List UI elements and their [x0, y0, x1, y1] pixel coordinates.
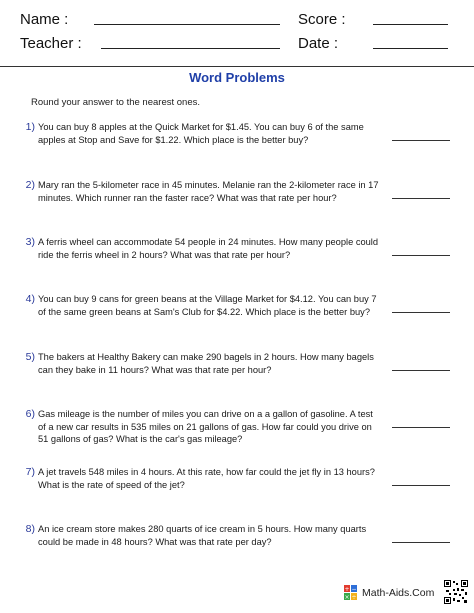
problem-item — [0, 236, 474, 286]
answer-line[interactable] — [392, 312, 450, 313]
score-label: Score : — [298, 11, 346, 28]
problem-number: 2) — [25, 179, 35, 191]
math-aids-logo-icon — [343, 584, 359, 602]
header-row-1 — [0, 10, 474, 32]
problem-number: 4) — [25, 293, 35, 305]
problem-text: Gas mileage is the number of miles you can drive on a a gallon of gasoline. A test of a new car results in 535 miles on 21 gallons of gas. How far could you drive on 51 gallons of gas? What is the car's gas mileage? — [38, 409, 373, 444]
problem-text: You can buy 8 apples at the Quick Market for $1.45. You can buy 6 of the same apples at Stop and Save for $1.22. Which place is the better buy? — [38, 122, 364, 145]
problem-text: An ice cream store makes 280 quarts of ice cream in 5 hours. How many quarts could be made in 48 hours? What was that rate per day? — [38, 524, 367, 547]
problem-number: 5) — [25, 351, 35, 363]
problem-text: A jet travels 548 miles in 4 hours. At this rate, how far could the jet fly in 13 hours? What is the rate of speed of the jet? — [38, 467, 375, 490]
svg-text:×: × — [344, 594, 350, 601]
answer-line[interactable] — [392, 370, 450, 371]
problem-item — [0, 523, 474, 573]
problem-number: 7) — [25, 466, 35, 478]
problem-item — [0, 293, 474, 343]
problem-number: 8) — [25, 523, 35, 535]
problem-text: Mary ran the 5-kilometer race in 45 minutes. Melanie ran the 2-kilometer race in 17 minutes. Which runner ran the faster race? What was that rate per hour? — [38, 180, 379, 203]
svg-text:+: + — [344, 586, 350, 593]
name-field[interactable] — [94, 24, 280, 25]
problem-number: 6) — [25, 408, 35, 420]
svg-text:−: − — [351, 586, 357, 593]
teacher-field[interactable] — [101, 48, 280, 49]
name-label: Name : — [20, 11, 69, 28]
problem-number: 3) — [25, 236, 35, 248]
answer-line[interactable] — [392, 427, 450, 428]
problem-text: You can buy 9 cans for green beans at the Village Market for $4.12. You can buy 7 of the same green beans at Sam's Club for $4.22. Which place is the better buy? — [38, 294, 377, 317]
answer-line[interactable] — [392, 542, 450, 543]
answer-line[interactable] — [392, 255, 450, 256]
header-row-2 — [0, 34, 474, 56]
problem-text: The bakers at Healthy Bakery can make 290 bagels in 2 hours. How many bagels can they bake in 11 hours? What was that rate per hour? — [38, 352, 374, 375]
problem-item — [0, 408, 474, 458]
problem-item — [0, 351, 474, 401]
problem-text: A ferris wheel can accommodate 54 people in 24 minutes. How many people could ride the ferris wheel in 2 hours? What was that rate per hour? — [38, 237, 379, 260]
instructions: Round your answer to the nearest ones. — [31, 97, 200, 108]
header-divider — [0, 66, 474, 67]
problem-item — [0, 179, 474, 229]
problem-number: 1) — [25, 121, 35, 133]
svg-text:÷: ÷ — [351, 594, 357, 601]
date-label: Date : — [298, 35, 339, 52]
qr-code-icon — [444, 580, 468, 604]
brand-text: Math-Aids.Com — [362, 587, 435, 599]
teacher-label: Teacher : — [20, 35, 82, 52]
answer-line[interactable] — [392, 198, 450, 199]
problem-item — [0, 466, 474, 516]
answer-line[interactable] — [392, 140, 450, 141]
score-field[interactable] — [373, 24, 448, 25]
problem-item — [0, 121, 474, 171]
date-field[interactable] — [373, 48, 448, 49]
answer-line[interactable] — [392, 485, 450, 486]
worksheet-title: Word Problems — [189, 70, 285, 85]
